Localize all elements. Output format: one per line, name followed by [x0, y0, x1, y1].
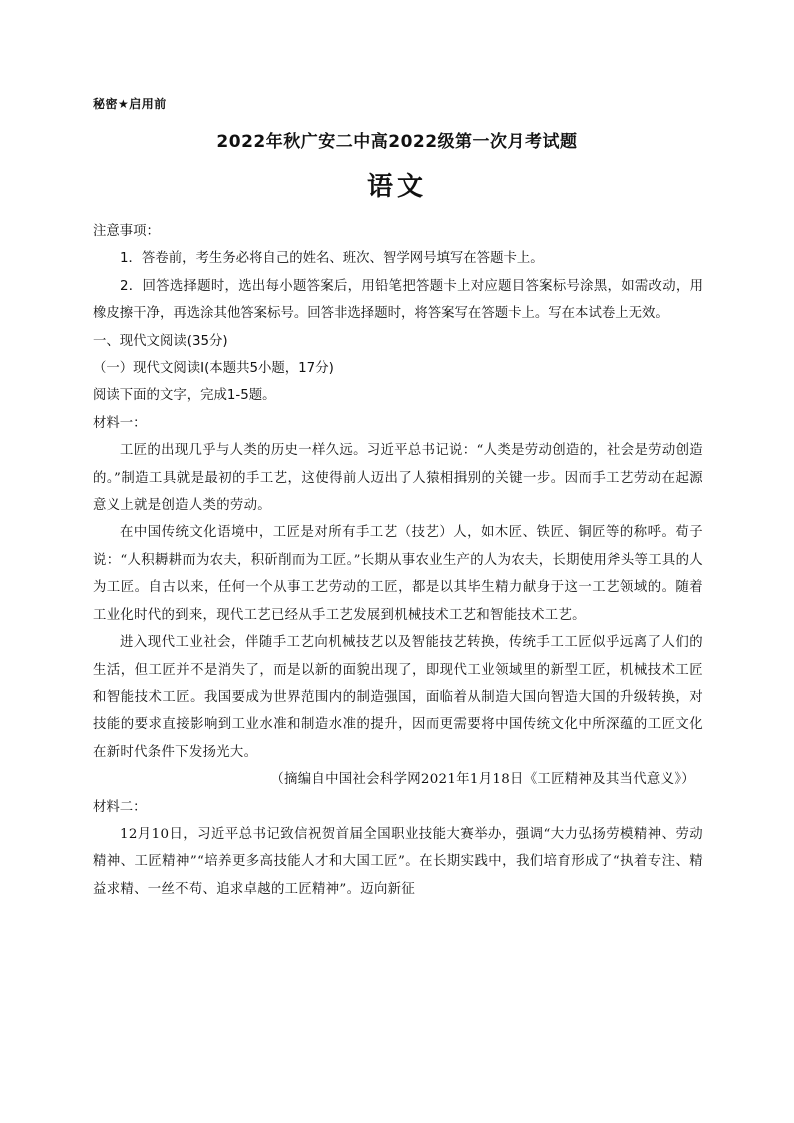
- material-2-paragraph-1: 12月10日，习近平总书记致信祝贺首届全国职业技能大赛举办，强调“大力弘扬劳模精神、劳动精神、工匠精神”“培养更多高技能人才和大国工匠”。在长期实践中，我们培育形成了“执着专注、精益求精、一丝不苟、追求卓越的工匠精神”。迈向新征: [93, 826, 703, 897]
- material-1-paragraph-1: 工匠的出现几乎与人类的历史一样久远。习近平总书记说：“人类是劳动创造的，社会是劳动创造的。”制造工具就是最初的手工艺，这使得前人迈出了人猿相揖别的关键一步。因而手工艺劳动在起源意义上就是创造人类的劳动。: [93, 443, 703, 514]
- notice-heading: 注意事项：: [93, 224, 160, 239]
- reading-instruction: 阅读下面的文字，完成1-5题。: [93, 388, 276, 404]
- exam-content: [93, 218, 703, 903]
- material-1-paragraph-3: 进入现代工业社会，伴随手工艺向机械技艺以及智能技艺转换，传统手工工匠似乎远离了人们的生活，但工匠并不是消失了，而是以新的面貌出现了，即现代工业领域里的新型工匠，机械技术工匠和智能技术工匠。我国要成为世界范围内的制造强国，面临着从制造大国向智造大国的升级转换，对技能的要求直接影响到工业水准和制造水准的提升，因而更需要将中国传统文化中所深蕴的工匠文化在新时代条件下发扬光大。: [93, 635, 703, 760]
- exam-title: 2022年秋广安二中高2022级第一次月考试题: [216, 132, 578, 152]
- subject-title: 语文: [366, 172, 427, 202]
- material-1-label: 材料一：: [93, 415, 147, 431]
- notice-item-2: 2．回答选择题时，选出每小题答案后，用铅笔把答题卡上对应题目答案标号涂黑，如需改动，用橡皮擦干净，再选涂其他答案标号。回答非选择题时，将答案写在答题卡上。写在本试卷上无效。: [93, 278, 703, 322]
- material-1-source: （摘编自中国社会科学网2021年1月18日《工匠精神及其当代意义》）: [270, 772, 695, 788]
- notice-item-1: 1．答卷前，考生务必将自己的姓名、班次、智学网号填写在答题卡上。: [120, 251, 544, 267]
- material-1-paragraph-2: 在中国传统文化语境中，工匠是对所有手工艺（技艺）人，如木匠、铁匠、铜匠等的称呼。荀子说：“人积耨耕而为农夫，积斫削而为工匠。”长期从事农业生产的人为农夫，长期使用斧头等工具的人为工匠。自古以来，任何一个从事工艺劳动的工匠，都是以其毕生精力献身于这一工艺领域的。随着工业化时代的到来，现代工艺已经从手工艺发展到机械技术工艺和智能技术工艺。: [93, 525, 703, 623]
- confidential-label: 秘密★启用前: [93, 97, 167, 111]
- section-heading: 一、现代文阅读(35分): [93, 333, 228, 349]
- subsection-heading: （一）现代文阅读Ⅰ(本题共5小题，17分): [93, 361, 334, 377]
- material-2-label: 材料二：: [93, 799, 147, 815]
